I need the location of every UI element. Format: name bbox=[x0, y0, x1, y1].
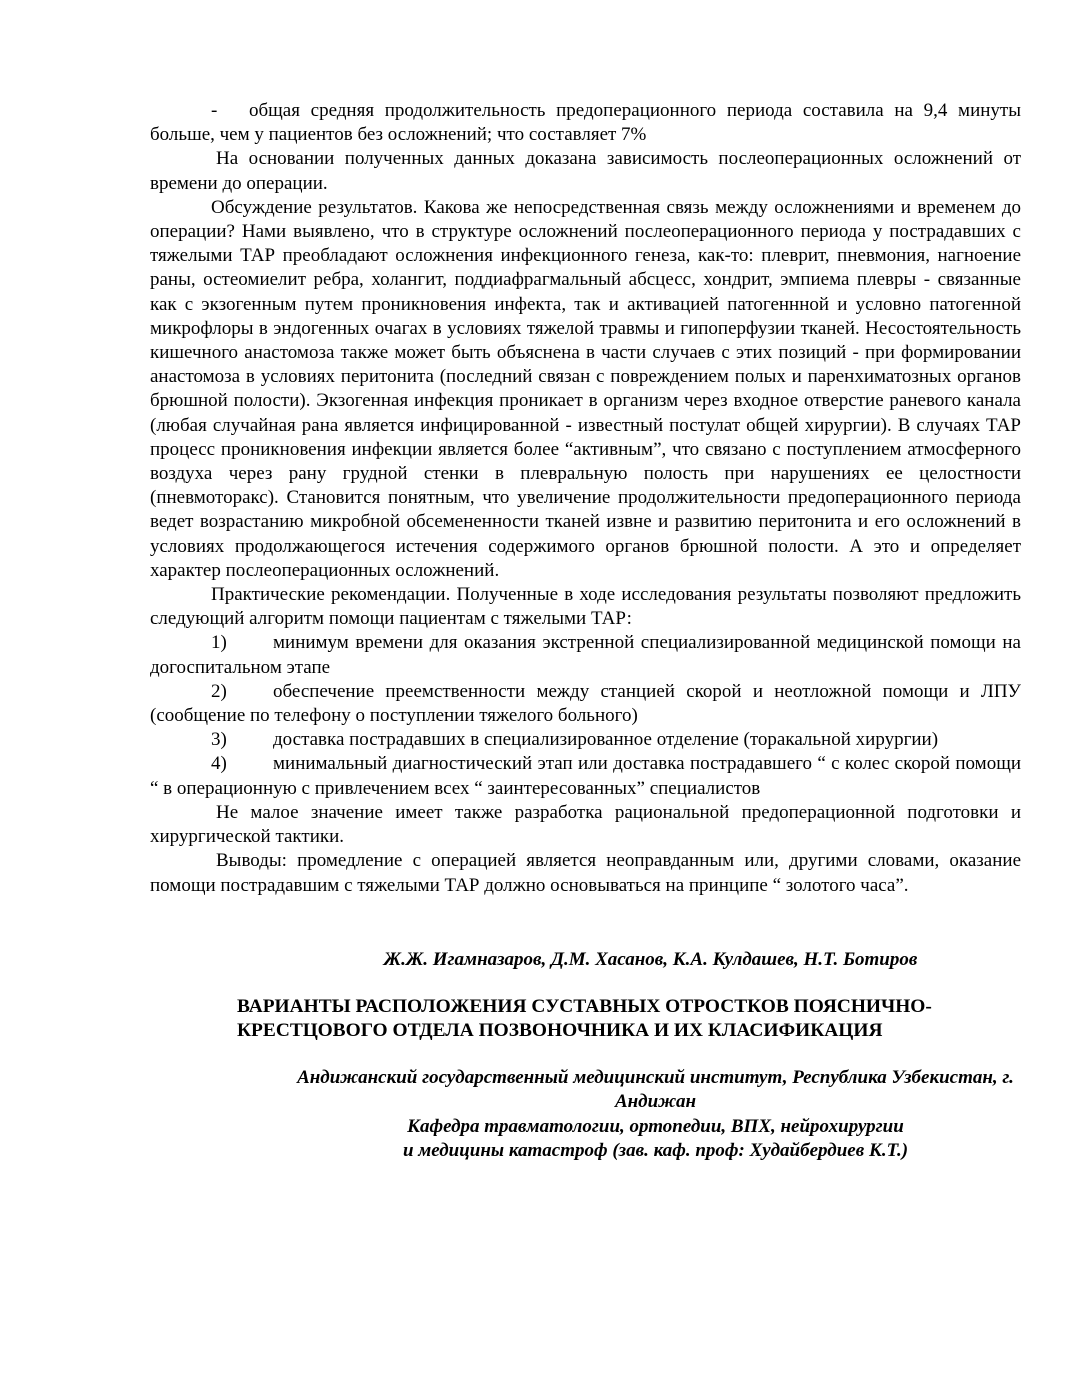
list-marker: 3) bbox=[211, 729, 227, 751]
article-authors: Ж.Ж. Игамназаров, Д.М. Хасанов, К.А. Кулдашев, Н.Т. Ботиров bbox=[383, 948, 918, 970]
list-item bbox=[150, 752, 1021, 800]
list-item bbox=[150, 680, 1021, 728]
paragraph-preparation: Не малое значение имеет также разработка рациональной предоперационной подготовки и хирургической тактики. bbox=[150, 801, 1021, 848]
list-item-text: минимальный диагностический этап или доставка пострадавшего “ с колес скорой помощи “ в операционную с привлечением всех “ заинтересованных” специалистов bbox=[150, 753, 1021, 799]
affiliation-line: Андижан bbox=[614, 1091, 697, 1113]
affiliation-line: Андижанский государственный медицинский институт, Республика Узбекистан, г. bbox=[297, 1066, 1014, 1088]
list-item-text: обеспечение преемственности между станцией скорой и неотложной помощи и ЛПУ (сообщение по телефону о поступлении тяжелого больного) bbox=[150, 680, 1021, 727]
list-item bbox=[150, 728, 1021, 752]
document-page bbox=[150, 99, 1021, 1163]
affiliation-line: и медицины катастроф (зав. каф. проф: Худайбердиев К.Т.) bbox=[402, 1139, 909, 1161]
paragraph-dependency: На основании полученных данных доказана зависимость послеоперационных осложнений от времени до операции. bbox=[150, 148, 1021, 194]
list-item-text: доставка пострадавших в специализированное отделение (торакальной хирургии) bbox=[273, 729, 939, 751]
article-title bbox=[237, 995, 1017, 1043]
list-item bbox=[150, 631, 1021, 679]
list-marker: 1) bbox=[211, 632, 227, 654]
paragraph-preop-duration bbox=[150, 99, 1021, 147]
paragraph-text: общая средняя продолжительность предоперационного периода составила на 9,4 минуты больше, чем у пациентов без осложнений; что составляет 7% bbox=[150, 100, 1021, 146]
paragraph-recommendations: Практические рекомендации. Полученные в ходе исследования результаты позволяют предложить следующий алгоритм помощи пациентам с тяжелыми ТАР: bbox=[150, 584, 1021, 630]
paragraph-discussion: Обсуждение результатов. Какова же непосредственная связь между осложнениями и временем до операции? Нами выявлено, что в структуре осложнений послеоперационного периода у пострадавших с тяжелыми ТАР преобладают осложнения инфекционного генеза, как-то: плеврит, пневмония, нагноение раны, остеомиелит ребра, холангит, поддиафрагмальный абсцесс, хондрит, эмпиема плевры - связанные как с экзогенным путем проникновения инфекта, так и активацией патогеннной и условно патогенной микрофлоры в эндогенных очагах в условиях тяжелой травмы и гипоперфузии тканей. Несостоятельность кишечного анастомоза также может быть объяснена в части случаев с этих позиций - при формировании анастомоза в условиях перитонита (последний связан с повреждением полых и паренхиматозных органов брюшной полости). Экзогенная инфекция проникает в организм через входное отверстие раневого канала (любая случайная рана является инфицированной - известный постулат общей хирургии). В случаях ТАР процесс проникновения инфекции является более “активным”, что связано с поступлением атмосферного воздуха через рану грудной стенки в плевральную полость при нарушениях ее целостности (пневмоторакс). Становится понятным, что увеличение продолжительности предоперационного периода ведет возрастанию микробной обсемененности тканей извне и развитию перитонита и его осложнений в условиях продолжающегося истечения содержимого органов брюшной полости. А это и определяет характер послеоперационных осложнений. bbox=[150, 196, 1021, 581]
article-title-line: ВАРИАНТЫ РАСПОЛОЖЕНИЯ СУСТАВНЫХ ОТРОСТКОВ ПОЯСНИЧНО- bbox=[237, 995, 932, 1017]
article-affiliation bbox=[150, 1066, 1021, 1163]
affiliation-line: Кафедра травматологии, ортопедии, ВПХ, нейрохирургии bbox=[407, 1115, 904, 1137]
list-dash: - bbox=[211, 100, 218, 121]
list-marker: 4) bbox=[211, 753, 227, 775]
paragraph-conclusions: Выводы: промедление с операцией является неоправданным или, другими словами, оказание помощи пострадавшим с тяжелыми ТАР должно основываться на принципе “ золотого часа”. bbox=[150, 850, 1021, 896]
list-item-text: минимум времени для оказания экстренной специализированной медицинской помощи на догоспитальном этапе bbox=[150, 632, 1021, 678]
article-title-line: КРЕСТЦОВОГО ОТДЕЛА ПОЗВОНОЧНИКА И ИХ КЛАСИФИКАЦИЯ bbox=[237, 1019, 883, 1041]
list-marker: 2) bbox=[211, 680, 227, 702]
